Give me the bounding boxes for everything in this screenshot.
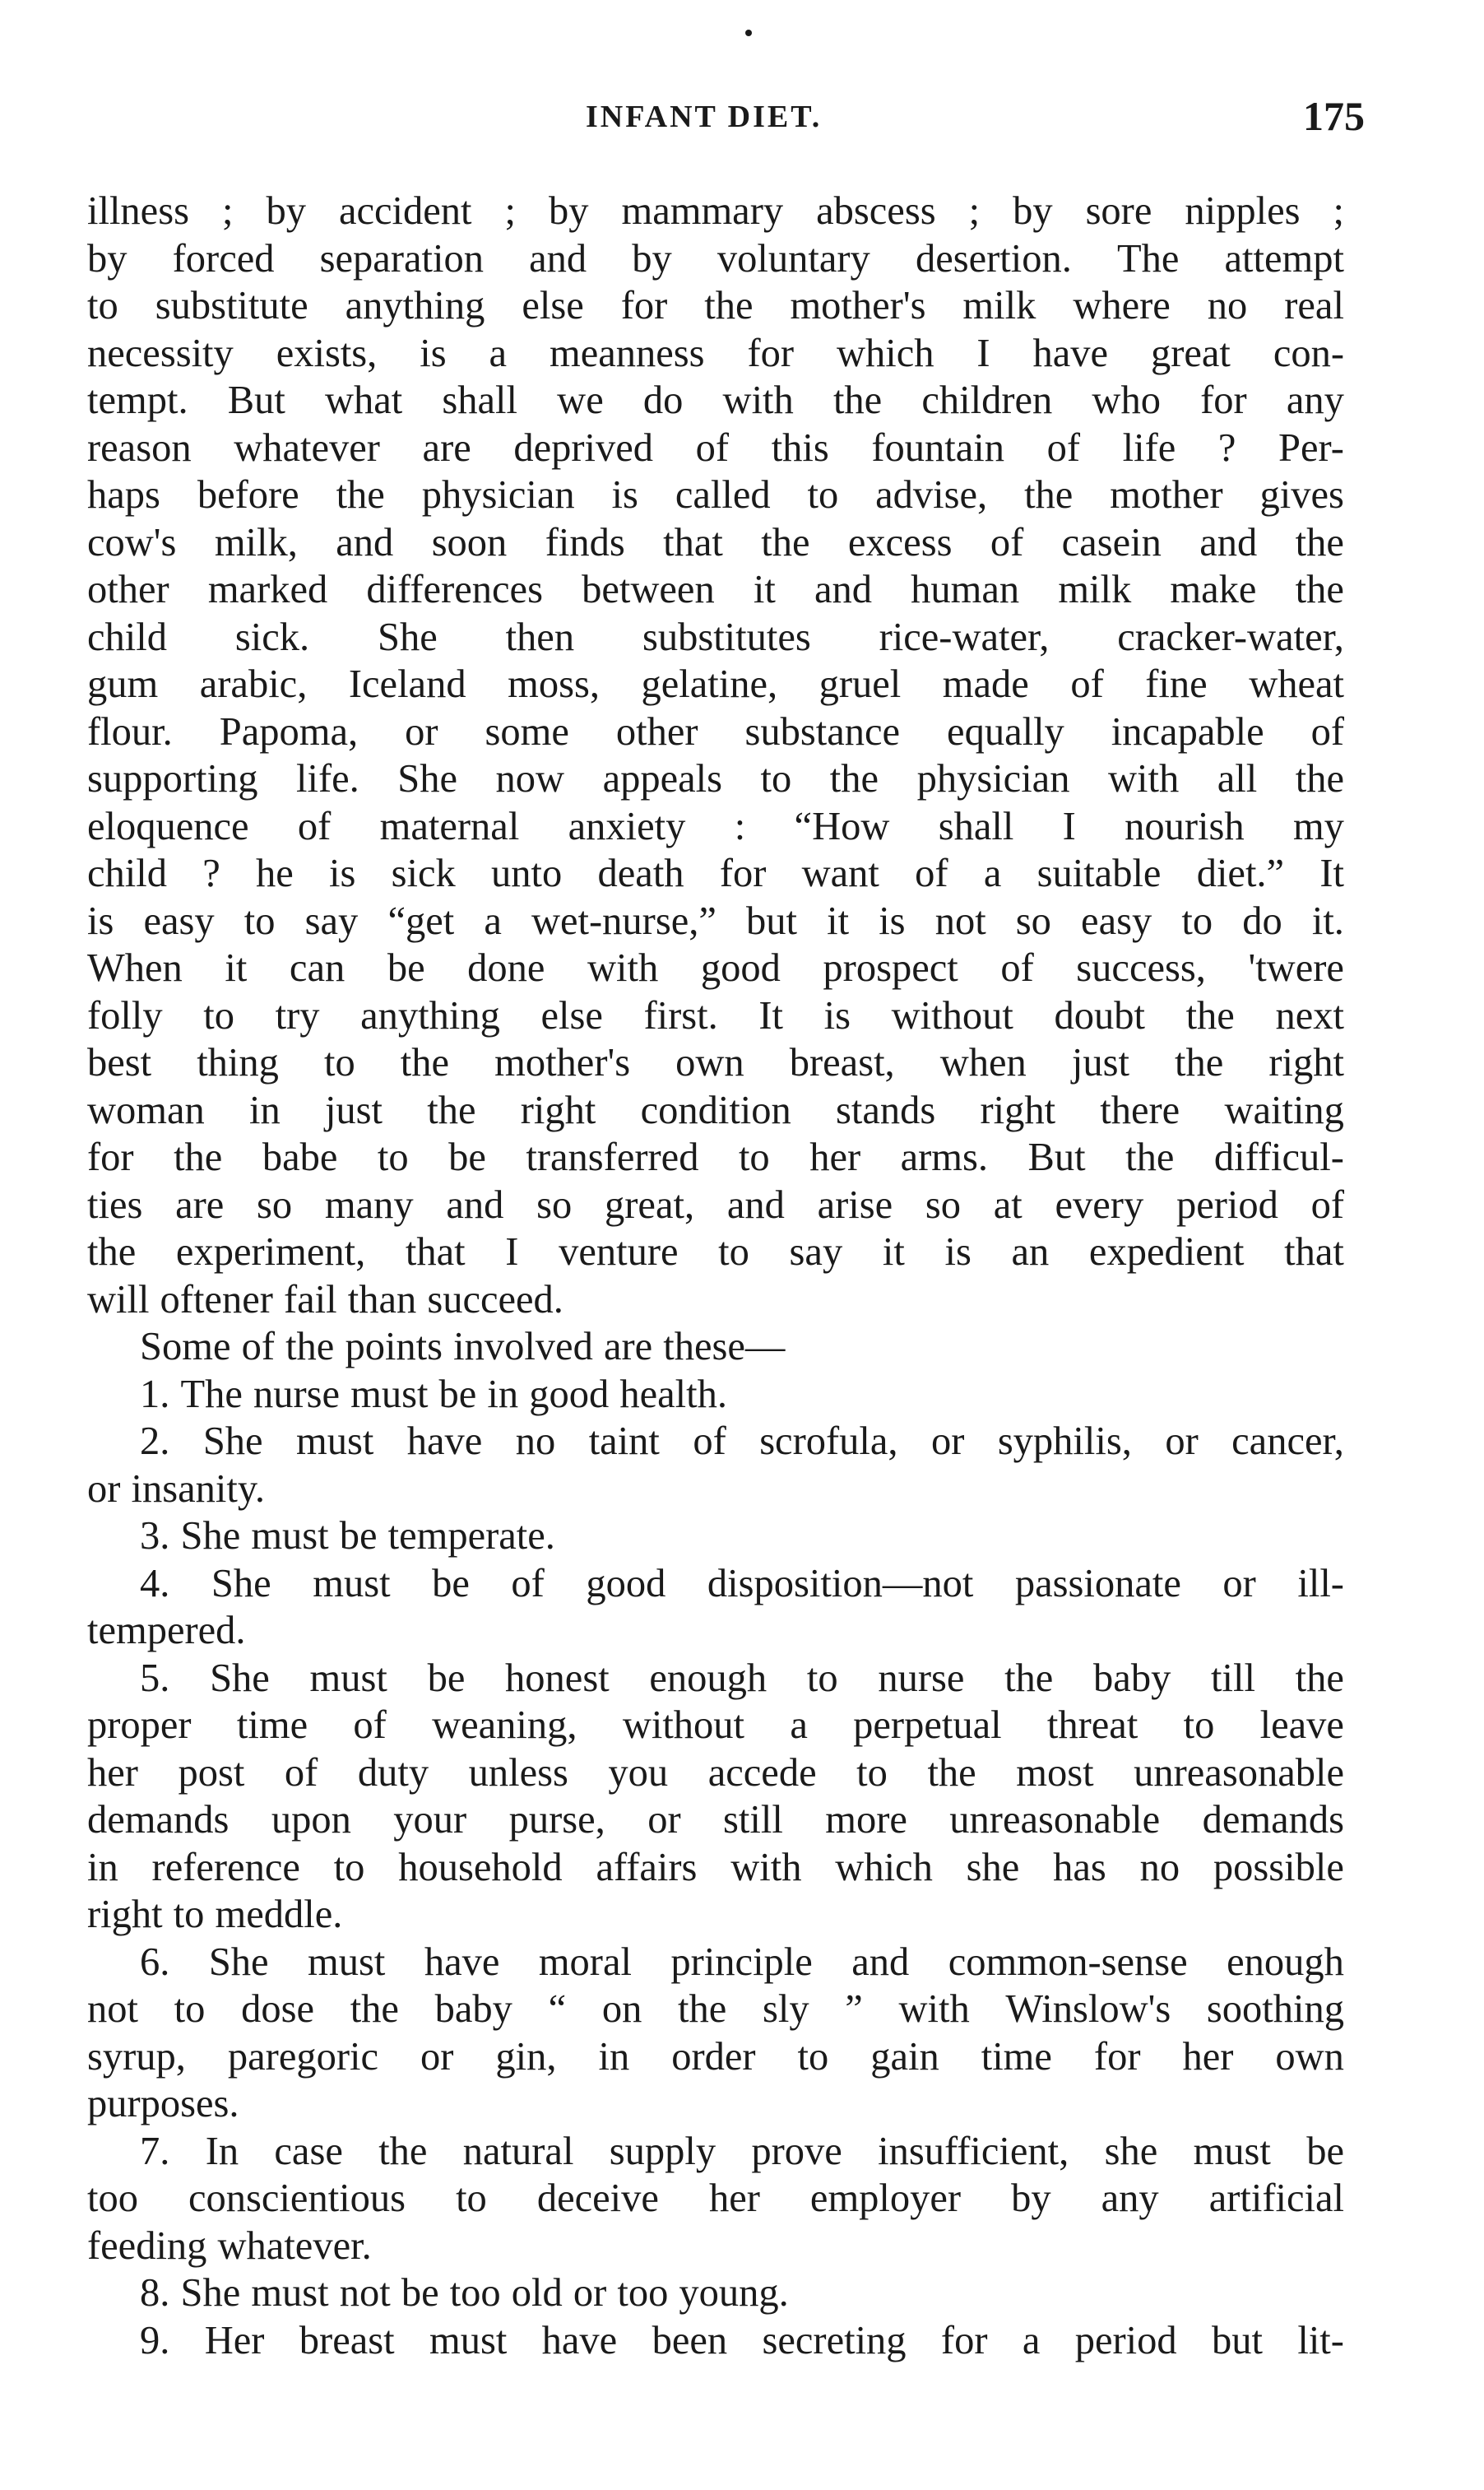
running-head: INFANT DIET. [586, 100, 823, 134]
text-line: 3. She must be temperate. [140, 1514, 555, 1558]
text-line: 8. She must not be too old or too young. [140, 2271, 789, 2315]
text-line: is easy to say “get a wet-nurse,” but it is not so easy to do it. [87, 899, 1344, 943]
text-line: woman in just the right condition stands right there waiting [87, 1088, 1344, 1132]
text-line: 2. She must have no taint of scrofula, or syphilis, or cancer, [140, 1419, 1344, 1463]
text-line: to substitute anything else for the mother's milk where no real [87, 284, 1344, 328]
text-line: flour. Papoma, or some other substance equally incapable of [87, 709, 1344, 754]
text-line: for the babe to be transferred to her arms. But the difficul- [87, 1136, 1344, 1179]
body-text [87, 188, 1344, 2364]
text-line: 7. In case the natural supply prove insufficient, she must be [140, 2129, 1344, 2173]
text-line: When it can be done with good prospect of success, 'twere [87, 946, 1344, 990]
text-line: tempt. But what shall we do with the children who for any [87, 379, 1344, 422]
text-line: folly to try anything else first. It is without doubt the next [87, 993, 1344, 1038]
text-line: eloquence of maternal anxiety : “How shall I nourish my [87, 804, 1344, 848]
text-line: gum arabic, Iceland moss, gelatine, gruel made of fine wheat [87, 662, 1344, 706]
text-line: tempered. [87, 1609, 246, 1652]
text-line: by forced separation and by voluntary desertion. The attempt [87, 236, 1344, 281]
text-line: demands upon your purse, or still more unreasonable demands [87, 1798, 1344, 1842]
text-line: right to meddle. [87, 1893, 343, 1936]
text-line: Some of the points involved are these— [140, 1325, 786, 1368]
text-line: or insanity. [87, 1466, 266, 1511]
text-line: proper time of weaning, without a perpetual threat to leave [87, 1703, 1344, 1747]
text-line: her post of duty unless you accede to the most unreasonable [87, 1750, 1344, 1795]
text-line: 9. Her breast must have been secreting for a period but lit- [140, 2318, 1344, 2362]
text-line: cow's milk, and soon finds that the excess of casein and the [87, 520, 1344, 564]
print-speck [745, 30, 752, 36]
text-line: 4. She must be of good disposition—not passionate or ill- [140, 1561, 1344, 1605]
text-line: too conscientious to deceive her employer by any artificial [87, 2176, 1344, 2220]
text-line: child ? he is sick unto death for want of a suitable diet.” It [87, 852, 1344, 895]
text-line: in reference to household affairs with which she has no possible [87, 1845, 1344, 1889]
text-line: best thing to the mother's own breast, when just the right [87, 1041, 1344, 1085]
text-line: reason whatever are deprived of this fountain of life ? Per- [87, 425, 1344, 470]
text-line: other marked differences between it and human milk make the [87, 568, 1344, 611]
text-line: 1. The nurse must be in good health. [140, 1372, 727, 1416]
text-line: not to dose the baby “ on the sly ” with Winslow's soothing [87, 1987, 1344, 2031]
text-line: 5. She must be honest enough to nurse the baby till the [140, 1656, 1344, 1700]
text-line: feeding whatever. [87, 2223, 372, 2268]
text-line: will oftener fail than succeed. [87, 1277, 563, 1322]
text-line: child sick. She then substitutes rice-water, cracker-water, [87, 615, 1344, 659]
page-number: 175 [1303, 93, 1365, 139]
text-line: illness ; by accident ; by mammary abscess ; by sore nipples ; [87, 189, 1344, 233]
text-line: the experiment, that I venture to say it is an expedient that [87, 1230, 1344, 1274]
text-line: 6. She must have moral principle and common-sense enough [140, 1940, 1344, 1984]
text-line: haps before the physician is called to advise, the mother gives [87, 473, 1344, 517]
text-line: syrup, paregoric or gin, in order to gain time for her own [87, 2034, 1344, 2079]
text-line: supporting life. She now appeals to the physician with all the [87, 757, 1344, 801]
text-line: purposes. [87, 2082, 239, 2125]
text-line: necessity exists, is a meanness for which I have great con- [87, 331, 1344, 375]
text-line: ties are so many and so great, and arise so at every period of [87, 1182, 1344, 1227]
